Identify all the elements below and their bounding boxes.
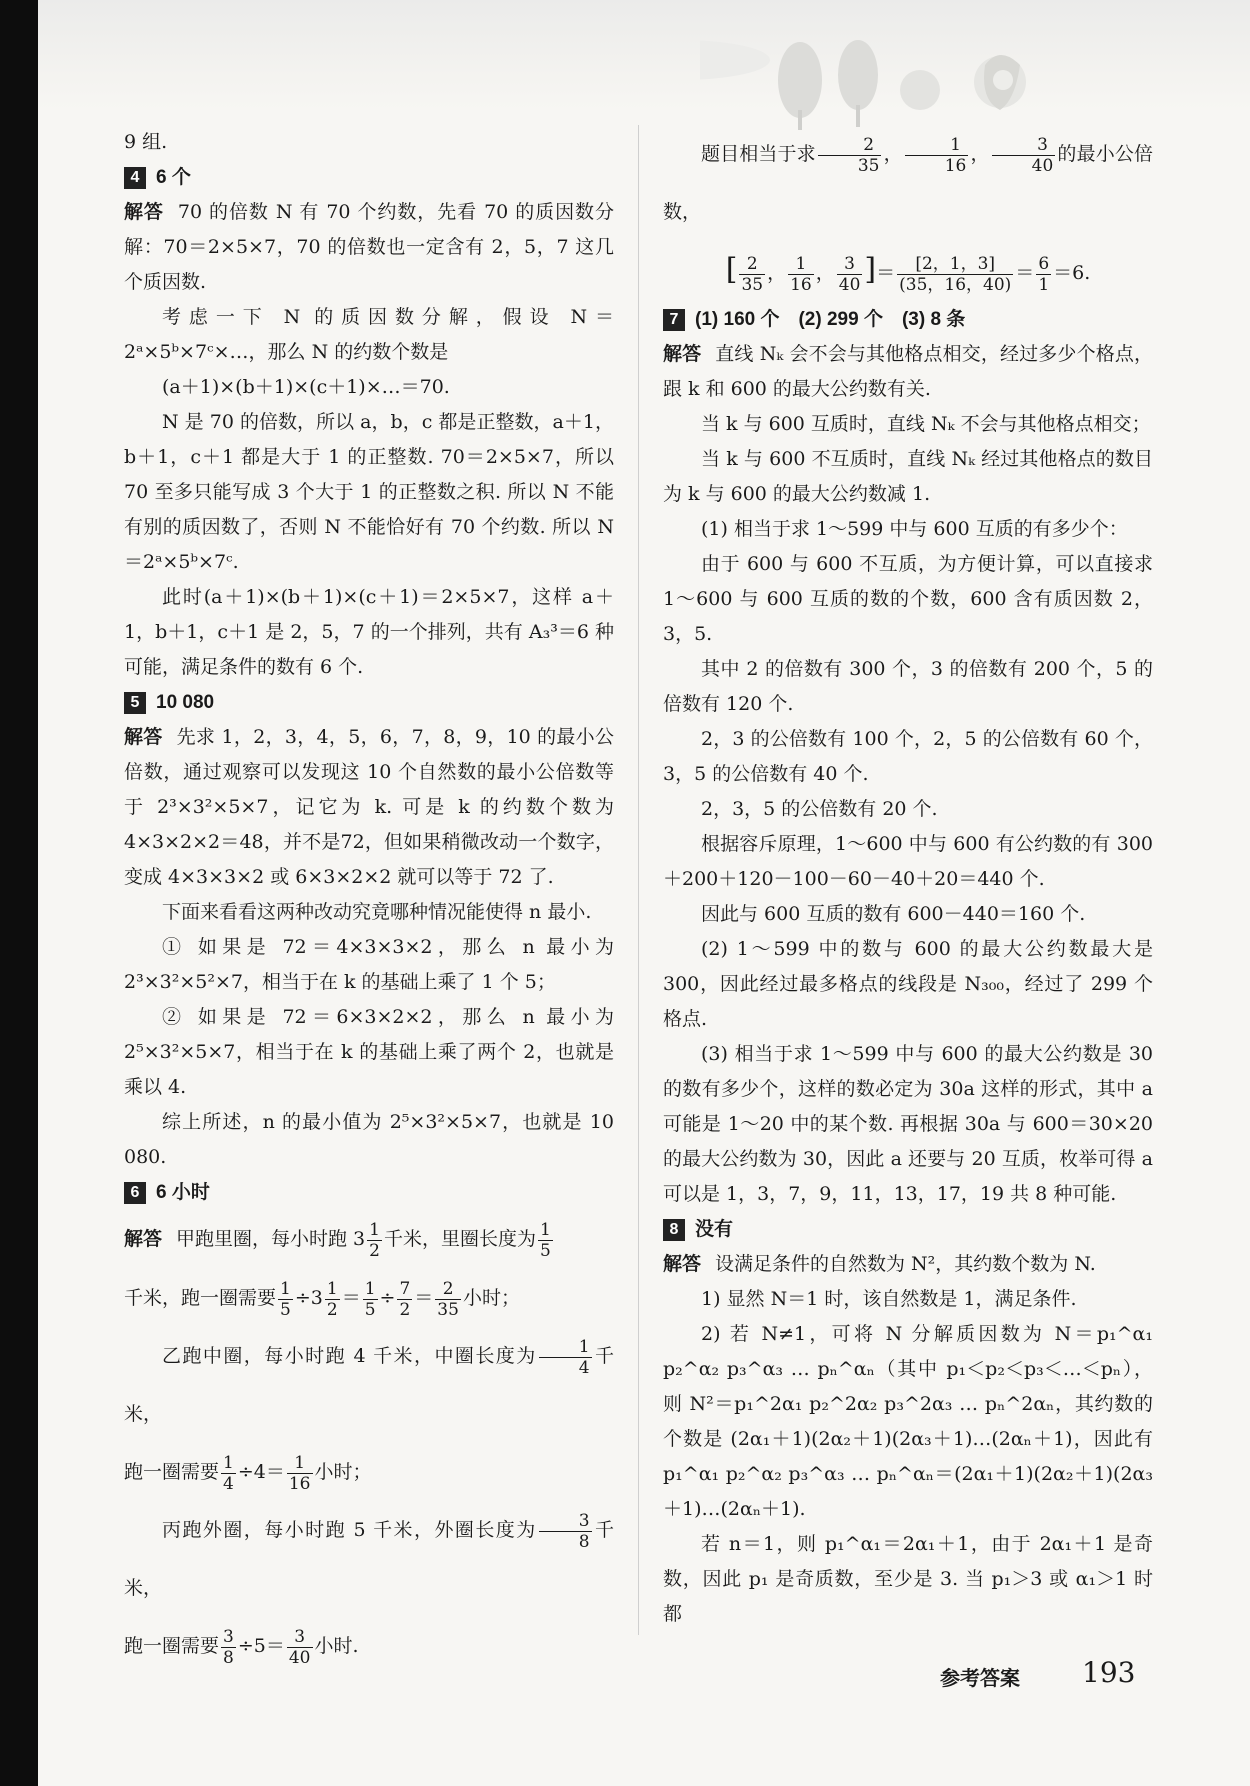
answer-5-header (124, 685, 614, 720)
fraction: $\frac{1}{16}$ (288, 1452, 311, 1494)
solution-paragraph: 解答 先求 1，2，3，4，5，6，7，8，9，10 的最小公倍数，通过观察可以发现这 10 个自然数的最小公倍数等于 2³×3²×5×7，记它为 k. 可是 k 的约数个数为 4×3×2×2＝48，并不是72，但如果稍微改动一个数字，变成 4×3×3×2 或 6×3×2×2 就可以等于 72 了. (124, 726, 614, 888)
fraction: $\frac{3}{40}$ (838, 253, 861, 295)
solution-paragraph: 跑一圈需要 $\frac{3}{8}$ ÷5＝ $\frac{3}{40}$ 小时. (124, 1626, 359, 1668)
question-number: 6 (124, 1182, 146, 1204)
solution-paragraph: 因此与 600 互质的数有 600－440＝160 个. (701, 903, 1086, 925)
answer-7-header (663, 302, 1153, 337)
fraction: $\frac{1}{16}$ (905, 135, 969, 176)
right-column (663, 125, 1153, 1632)
question-number: 5 (124, 692, 146, 714)
fraction: $\frac{1}{4}$ (539, 1337, 592, 1378)
fraction: $\frac{[2,1,3]}{(35,16,40)}$ (899, 253, 1012, 295)
solution-paragraph: 此时(a＋1)×(b＋1)×(c＋1)＝2×5×7，这样 a＋1，b＋1，c＋1 是 2，5，7 的一个排列，共有 A₃³＝6 种可能，满足条件的数有 6 个. (124, 586, 614, 678)
solution-paragraph: 根据容斥原理，1～600 中与 600 有公约数的有 300＋200＋120－100－60－40＋20＝440 个. (663, 833, 1153, 890)
solution-paragraph: 2，3 的公倍数有 100 个，2，5 的公倍数有 60 个，3，5 的公倍数有 40 个. (663, 728, 1153, 785)
solution-paragraph: 丙跑外圈，每小时跑 5 千米，外圈长度为 $\frac{3}{8}$ 千米， (124, 1510, 614, 1599)
left-column (124, 125, 614, 1675)
fraction: $\frac{3}{40}$ (288, 1626, 311, 1668)
solution-paragraph: 乙跑中圈，每小时跑 4 千米，中圈长度为 $\frac{1}{4}$ 千米， (124, 1336, 614, 1425)
solution-paragraph: (3) 相当于求 1～599 中与 600 的最大公约数是 30 的数有多少个，这样的数必定为 30a 这样的形式，其中 a 可能是 1～20 中的某个数. 再根据 30a 与 600＝30×20 的最大公约数为 30，因此 a 还要与 20 互质，枚举可得 a 可以是 1，3，7，9，11，13，17，19 共 8 种可能. (663, 1043, 1153, 1205)
solution-paragraph: 下面来看看这两种改动究竟哪种情况能使得 n 最小. (162, 901, 592, 923)
fraction: $\frac{3}{40}$ (992, 135, 1056, 176)
solution-paragraph: N 是 70 的倍数，所以 a，b，c 都是正整数，a＋1，b＋1，c＋1 都是大于 1 的正整数. 70＝2×5×7，所以 70 至多只能写成 3 个大于 1 的正整数之积. 所以 N 不能有别的质因数了，否则 N 不能恰好有 70 个约数. 所以 N＝2ᵃ×5ᵇ×7ᶜ. (124, 411, 614, 573)
solution-paragraph: 综上所述，n 的最小值为 2⁵×3²×5×7，也就是 10 080. (124, 1111, 614, 1168)
solution-paragraph: 考虑一下 N 的质因数分解，假设 N＝2ᵃ×5ᵇ×7ᶜ×…，那么 N 的约数个数是 (124, 306, 614, 363)
fraction: $\frac{1}{2}$ (369, 1219, 380, 1261)
solution-paragraph: ① 如果是 72＝4×3×3×2，那么 n 最小为 2³×3²×5²×7，相当于在 k 的基础上乘了 1 个 5； (124, 936, 614, 993)
fraction: $\frac{1}{5}$ (364, 1278, 376, 1320)
solution-paragraph: 当 k 与 600 互质时，直线 Nₖ 不会与其他格点相交； (701, 413, 1151, 435)
answer-value: 没有 (695, 1219, 734, 1240)
question-number: 8 (663, 1219, 685, 1241)
solution-paragraph: (1) 相当于求 1～599 中与 600 互质的有多少个： (701, 518, 1128, 540)
page-number: 193 (1082, 1656, 1136, 1689)
solution-label: 解答 (663, 1254, 702, 1275)
formula-line: (a＋1)×(b＋1)×(c＋1)×…＝70. (162, 376, 450, 398)
question-number: 7 (663, 309, 685, 331)
question-number: 4 (124, 167, 146, 189)
solution-label: 解答 (124, 727, 163, 748)
solution-paragraph: 解答 70 的倍数 N 有 70 个约数，先看 70 的质因数分解：70＝2×5×7，70 的倍数也一定含有 2，5，7 这几个质因数. (124, 201, 614, 293)
solution-paragraph: 2) 若 N≠1，可将 N 分解质因数为 N＝p₁^α₁ p₂^α₂ p₃^α₃ … pₙ^αₙ（其中 p₁＜p₂＜p₃＜…＜pₙ），则 N²＝p₁^2α₁ p₂^2α₂ p₃^2α₃ … pₙ^2αₙ，其约数的个数是 (2α₁＋1)(2α₂＋1)(2α₃＋1)…(2αₙ＋1)，因此有 p₁^α₁ p₂^α₂ p₃^α₃ … pₙ^αₙ＝(2α₁＋1)(2α₂＋1)(2α₃＋1)…(2αₙ＋1). (663, 1323, 1153, 1520)
text-line: 9 组. (124, 131, 168, 153)
solution-paragraph: 2，3，5 的公倍数有 20 个. (701, 798, 938, 820)
solution-paragraph: 解答 直线 Nₖ 会不会与其他格点相交，经过多少个格点，跟 k 和 600 的最大公约数有关. (663, 343, 1153, 400)
column-divider (638, 125, 639, 1635)
fraction: $\frac{2}{35}$ (741, 253, 764, 295)
solution-paragraph: 由于 600 与 600 不互质，为方便计算，可以直接求 1～600 与 600 互质的数的个数，600 含有质因数 2，3，5. (663, 553, 1153, 645)
fraction: $\frac{3}{8}$ (223, 1626, 234, 1668)
solution-paragraph: 当 k 与 600 不互质时，直线 Nₖ 经过其他格点的数目为 k 与 600 的最大公约数减 1. (663, 448, 1153, 505)
header-illustration (700, 20, 1220, 140)
fraction: $\frac{3}{8}$ (539, 1511, 592, 1552)
solution-paragraph: ② 如果是 72＝6×3×2×2，那么 n 最小为 2⁵×3²×5×7，相当于在 k 的基础上乘了两个 2，也就是乘以 4. (124, 1006, 614, 1098)
answer-value: 6 个 (156, 167, 191, 188)
solution-paragraph: 题目相当于求 $\frac{2}{35}$ ， $\frac{1}{16}$ ， $\frac{3}{40}$ 的最小公倍数， (663, 134, 1153, 223)
formula-line: [ $\frac{2}{35}$ ， $\frac{1}{16}$ ， $\frac{3}{40}$ ]＝ $\frac{[2,1,3]}{(35,16,40)}$ ＝ $\frac{6}{1}$ ＝6. (725, 252, 1091, 295)
solution-paragraph: 1) 显然 N＝1 时，该自然数是 1，满足条件. (701, 1288, 1077, 1310)
fraction: $\frac{2}{35}$ (818, 135, 882, 176)
solution-paragraph: (2) 1～599 中的数与 600 的最大公约数最大是 300，因此经过最多格点的线段是 N₃₀₀，经过了 299 个格点. (663, 938, 1153, 1030)
solution-paragraph: 跑一圈需要 $\frac{1}{4}$ ÷4＝ $\frac{1}{16}$ 小时； (124, 1452, 372, 1494)
solution-paragraph: 解答 甲跑里圈，每小时跑 3 $\frac{1}{2}$ 千米，里圈长度为 $\frac{1}{5}$ (124, 1219, 551, 1261)
fraction: $\frac{6}{1}$ (1038, 253, 1050, 295)
fraction: $\frac{1}{5}$ (280, 1278, 291, 1320)
fraction: $\frac{2}{35}$ (437, 1278, 459, 1320)
solution-paragraph: 若 n＝1，则 p₁^α₁＝2α₁＋1，由于 2α₁＋1 是奇数，因此 p₁ 是奇质数，至少是 3. 当 p₁＞3 或 α₁＞1 时都 (663, 1533, 1153, 1625)
fraction: $\frac{7}{2}$ (399, 1278, 411, 1320)
fraction: $\frac{1}{16}$ (790, 253, 812, 295)
answer-4-header (124, 160, 614, 195)
fraction: $\frac{1}{2}$ (326, 1278, 338, 1320)
solution-label: 解答 (124, 1229, 163, 1250)
answer-value: 6 小时 (156, 1182, 210, 1203)
page-edge-shadow (0, 0, 38, 1786)
fraction: $\frac{1}{5}$ (540, 1219, 551, 1261)
answer-6-header (124, 1175, 614, 1210)
solution-paragraph: 解答 设满足条件的自然数为 N²，其约数个数为 N. (663, 1253, 1096, 1275)
section-footer: 参考答案 (940, 1668, 1020, 1690)
answer-value: (1) 160 个 (2) 299 个 (3) 8 条 (695, 309, 966, 330)
solution-label: 解答 (663, 344, 702, 365)
solution-label: 解答 (124, 202, 164, 223)
answer-value: 10 080 (156, 692, 215, 713)
solution-paragraph: 其中 2 的倍数有 300 个，3 的倍数有 200 个，5 的倍数有 120 个. (663, 658, 1153, 715)
answer-8-header (663, 1212, 1153, 1247)
solution-paragraph: 千米，跑一圈需要 $\frac{1}{5}$ ÷3 $\frac{1}{2}$ ＝ $\frac{1}{5}$ ÷ $\frac{7}{2}$ ＝ $\frac{2}{35}$ 小时； (124, 1278, 520, 1320)
fraction: $\frac{1}{4}$ (223, 1452, 234, 1494)
